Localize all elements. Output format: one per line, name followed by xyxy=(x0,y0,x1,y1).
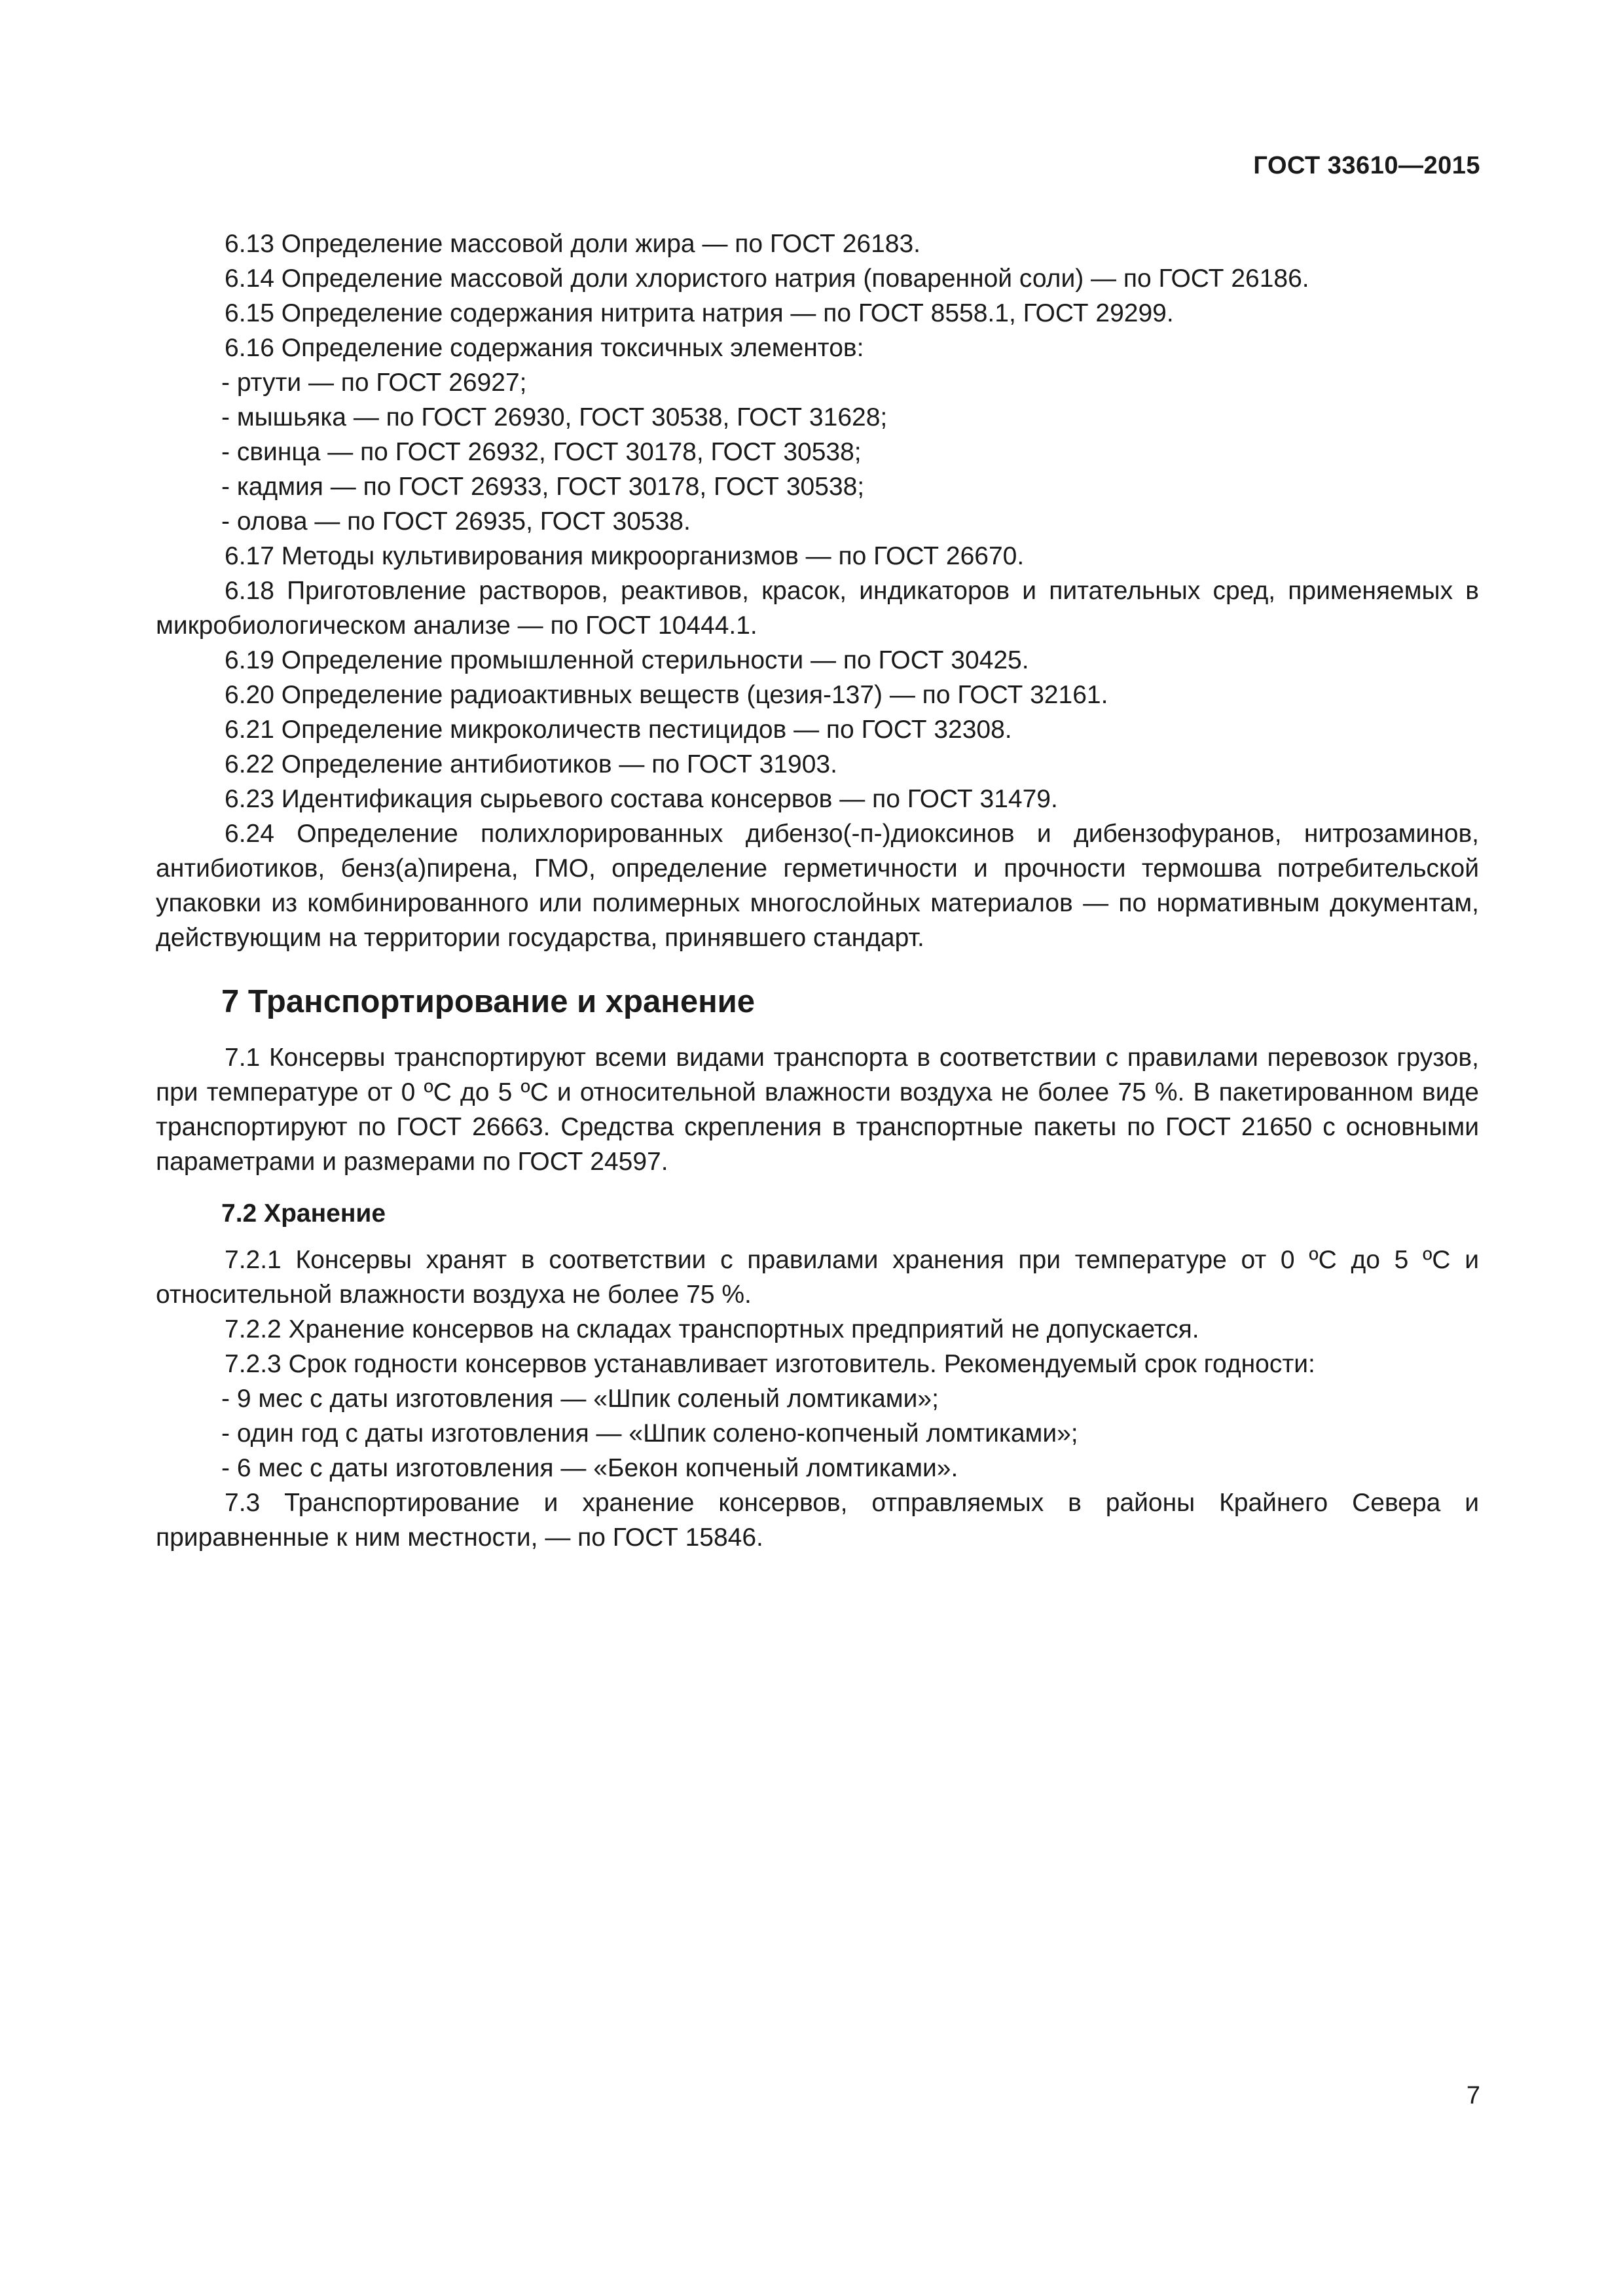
clause-6-19: 6.19 Определение промышленной стерильности — по ГОСТ 30425. xyxy=(225,646,1029,674)
subsection-7-2-heading: 7.2 Хранение xyxy=(221,1199,386,1228)
document-header: ГОСТ 33610—2015 xyxy=(1253,152,1480,179)
clause-7-2-3: 7.2.3 Срок годности консервов устанавливает изготовитель. Рекомендуемый срок годности: xyxy=(225,1350,1315,1378)
page-number: 7 xyxy=(1466,2082,1480,2109)
document-body xyxy=(156,227,1479,1555)
clause-6-23: 6.23 Идентификация сырьевого состава консервов — по ГОСТ 31479. xyxy=(225,785,1058,813)
list-item: - олова — по ГОСТ 26935, ГОСТ 30538. xyxy=(221,507,691,536)
list-item: - мышьяка — по ГОСТ 26930, ГОСТ 30538, ГОСТ 31628; xyxy=(221,403,888,431)
clause-7-2-1: 7.2.1 Консервы хранят в соответствии с правилами хранения при температуре от 0 ºС до 5 ºС и относительной влажности воздуха не более 75 %. xyxy=(156,1246,1479,1309)
list-item: - 6 мес с даты изготовления — «Бекон копченый ломтиками». xyxy=(221,1454,958,1482)
clause-6-18: 6.18 Приготовление растворов, реактивов, красок, индикаторов и питательных сред, применяемых в микробиологическом анализе — по ГОСТ 10444.1. xyxy=(156,577,1479,640)
clause-6-24: 6.24 Определение полихлорированных дибензо(-п-)диоксинов и дибензофуранов, нитрозаминов, антибиотиков, бенз(а)пирена, ГМО, определение герметичности и прочности термошва потребительской упаковки из комбинированного или полимерных многослойных материалов — по нормативным документам, действующим на территории государства, принявшего стандарт. xyxy=(156,820,1479,952)
clause-6-21: 6.21 Определение микроколичеств пестицидов — по ГОСТ 32308. xyxy=(225,716,1012,744)
clause-7-2-2: 7.2.2 Хранение консервов на складах транспортных предприятий не допускается. xyxy=(225,1315,1199,1343)
list-item: - кадмия — по ГОСТ 26933, ГОСТ 30178, ГОСТ 30538; xyxy=(221,473,865,501)
list-item: - 9 мес с даты изготовления — «Шпик соленый ломтиками»; xyxy=(221,1385,939,1413)
clause-7-1: 7.1 Консервы транспортируют всеми видами транспорта в соответствии с правилами перевозок грузов, при температуре от 0 ºС до 5 ºС и относительной влажности воздуха не более 75 %. В пакетированном виде транспортируют по ГОСТ 26663. Средства скрепления в транспортные пакеты по ГОСТ 21650 с основными параметрами и размерами по ГОСТ 24597. xyxy=(156,1044,1479,1176)
clause-7-3: 7.3 Транспортирование и хранение консервов, отправляемых в районы Крайнего Севера и приравненные к ним местности, — по ГОСТ 15846. xyxy=(156,1489,1479,1552)
clause-6-17: 6.17 Методы культивирования микроорганизмов — по ГОСТ 26670. xyxy=(225,542,1025,570)
clause-6-16: 6.16 Определение содержания токсичных элементов: xyxy=(225,334,864,362)
section-7-heading: 7 Транспортирование и хранение xyxy=(221,984,756,1019)
clause-6-22: 6.22 Определение антибиотиков — по ГОСТ 31903. xyxy=(225,750,837,778)
list-item: - ртути — по ГОСТ 26927; xyxy=(221,369,527,397)
clause-6-14: 6.14 Определение массовой доли хлористого натрия (поваренной соли) — по ГОСТ 26186. xyxy=(225,264,1309,293)
list-item: - свинца — по ГОСТ 26932, ГОСТ 30178, ГОСТ 30538; xyxy=(221,438,862,466)
clause-6-20: 6.20 Определение радиоактивных веществ (цезия-137) — по ГОСТ 32161. xyxy=(225,681,1108,709)
list-item: - один год с даты изготовления — «Шпик солено-копченый ломтиками»; xyxy=(221,1419,1078,1448)
clause-6-13: 6.13 Определение массовой доли жира — по ГОСТ 26183. xyxy=(225,230,921,258)
clause-6-15: 6.15 Определение содержания нитрита натрия — по ГОСТ 8558.1, ГОСТ 29299. xyxy=(225,299,1174,327)
